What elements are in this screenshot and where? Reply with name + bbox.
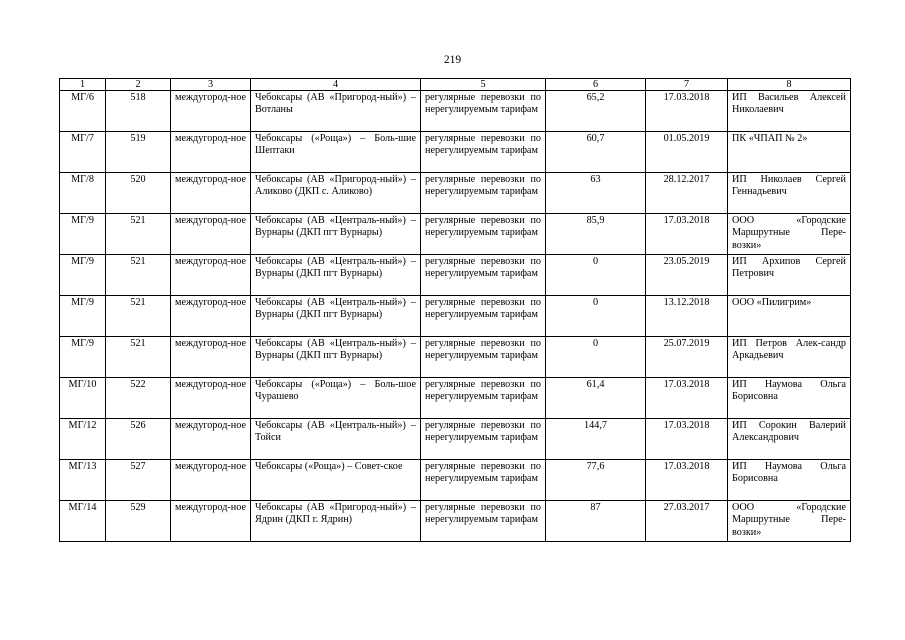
route-code-cell: МГ/9 bbox=[60, 255, 106, 296]
carrier-cell: ИП Архипов Сергей Петрович bbox=[728, 255, 851, 296]
route-number-cell: 521 bbox=[106, 255, 171, 296]
route-type-cell: междугород-ное bbox=[171, 91, 251, 132]
route-type-cell: междугород-ное bbox=[171, 296, 251, 337]
route-number-cell: 520 bbox=[106, 173, 171, 214]
route-type-cell: междугород-ное bbox=[171, 132, 251, 173]
route-path-cell: Чебоксары («Роща») – Совет-ское bbox=[251, 460, 421, 501]
transport-mode-cell: регулярные перевозки по нерегулируемым тарифам bbox=[421, 419, 546, 460]
page-number: 219 bbox=[443, 54, 462, 66]
route-path-cell: Чебоксары (АВ «Централь-ный») – Вурнары (ДКП пгт Вурнары) bbox=[251, 214, 421, 255]
column-header: 4 bbox=[251, 79, 421, 91]
transport-mode-cell: регулярные перевозки по нерегулируемым тарифам bbox=[421, 501, 546, 542]
route-length-cell: 85,9 bbox=[546, 214, 646, 255]
carrier-cell: ООО «Пилигрим» bbox=[728, 296, 851, 337]
route-length-cell: 0 bbox=[546, 337, 646, 378]
route-code-cell: МГ/13 bbox=[60, 460, 106, 501]
route-length-cell: 0 bbox=[546, 255, 646, 296]
carrier-cell: ООО «Городские Маршрутные Пере-возки» bbox=[728, 501, 851, 542]
table-row bbox=[60, 132, 851, 173]
table-row bbox=[60, 460, 851, 501]
route-path-cell: Чебоксары (АВ «Централь-ный») – Тойси bbox=[251, 419, 421, 460]
route-type-cell: междугород-ное bbox=[171, 378, 251, 419]
transport-mode-cell: регулярные перевозки по нерегулируемым тарифам bbox=[421, 91, 546, 132]
date-cell: 28.12.2017 bbox=[646, 173, 728, 214]
route-length-cell: 65,2 bbox=[546, 91, 646, 132]
route-code-cell: МГ/9 bbox=[60, 337, 106, 378]
route-type-cell: междугород-ное bbox=[171, 337, 251, 378]
route-number-cell: 519 bbox=[106, 132, 171, 173]
carrier-cell: ИП Николаев Сергей Геннадьевич bbox=[728, 173, 851, 214]
route-length-cell: 77,6 bbox=[546, 460, 646, 501]
route-number-cell: 526 bbox=[106, 419, 171, 460]
route-path-cell: Чебоксары (АВ «Централь-ный») – Вурнары (ДКП пгт Вурнары) bbox=[251, 296, 421, 337]
carrier-cell: ООО «Городские Маршрутные Пере-возки» bbox=[728, 214, 851, 255]
table-row bbox=[60, 296, 851, 337]
route-number-cell: 521 bbox=[106, 337, 171, 378]
date-cell: 23.05.2019 bbox=[646, 255, 728, 296]
table-row bbox=[60, 91, 851, 132]
transport-mode-cell: регулярные перевозки по нерегулируемым тарифам bbox=[421, 255, 546, 296]
date-cell: 17.03.2018 bbox=[646, 214, 728, 255]
route-length-cell: 61,4 bbox=[546, 378, 646, 419]
transport-mode-cell: регулярные перевозки по нерегулируемым тарифам bbox=[421, 378, 546, 419]
transport-mode-cell: регулярные перевозки по нерегулируемым тарифам bbox=[421, 337, 546, 378]
route-type-cell: междугород-ное bbox=[171, 214, 251, 255]
route-type-cell: междугород-ное bbox=[171, 419, 251, 460]
route-type-cell: междугород-ное bbox=[171, 501, 251, 542]
route-code-cell: МГ/8 bbox=[60, 173, 106, 214]
route-type-cell: междугород-ное bbox=[171, 255, 251, 296]
route-code-cell: МГ/9 bbox=[60, 214, 106, 255]
date-cell: 17.03.2018 bbox=[646, 419, 728, 460]
table-row bbox=[60, 337, 851, 378]
column-header: 3 bbox=[171, 79, 251, 91]
transport-mode-cell: регулярные перевозки по нерегулируемым тарифам bbox=[421, 214, 546, 255]
route-path-cell: Чебоксары (АВ «Пригород-ный») – Вотланы bbox=[251, 91, 421, 132]
date-cell: 25.07.2019 bbox=[646, 337, 728, 378]
date-cell: 17.03.2018 bbox=[646, 91, 728, 132]
table-body bbox=[60, 91, 851, 542]
transport-mode-cell: регулярные перевозки по нерегулируемым тарифам bbox=[421, 173, 546, 214]
route-path-cell: Чебоксары («Роща») – Боль-шое Чурашево bbox=[251, 378, 421, 419]
transport-mode-cell: регулярные перевозки по нерегулируемым тарифам bbox=[421, 460, 546, 501]
route-code-cell: МГ/12 bbox=[60, 419, 106, 460]
route-code-cell: МГ/7 bbox=[60, 132, 106, 173]
route-number-cell: 527 bbox=[106, 460, 171, 501]
route-path-cell: Чебоксары («Роща») – Боль-шие Шептаки bbox=[251, 132, 421, 173]
carrier-cell: ИП Наумова Ольга Борисовна bbox=[728, 378, 851, 419]
column-header: 6 bbox=[546, 79, 646, 91]
carrier-cell: ИП Васильев Алексей Николаевич bbox=[728, 91, 851, 132]
date-cell: 13.12.2018 bbox=[646, 296, 728, 337]
route-code-cell: МГ/14 bbox=[60, 501, 106, 542]
routes-table bbox=[59, 78, 851, 542]
route-length-cell: 144,7 bbox=[546, 419, 646, 460]
table-row bbox=[60, 214, 851, 255]
route-code-cell: МГ/9 bbox=[60, 296, 106, 337]
column-header: 8 bbox=[728, 79, 851, 91]
route-path-cell: Чебоксары (АВ «Централь-ный») – Вурнары (ДКП пгт Вурнары) bbox=[251, 255, 421, 296]
route-number-cell: 522 bbox=[106, 378, 171, 419]
route-length-cell: 60,7 bbox=[546, 132, 646, 173]
table-header-row bbox=[60, 79, 851, 91]
table-row bbox=[60, 378, 851, 419]
table-row bbox=[60, 173, 851, 214]
route-length-cell: 63 bbox=[546, 173, 646, 214]
date-cell: 27.03.2017 bbox=[646, 501, 728, 542]
route-length-cell: 87 bbox=[546, 501, 646, 542]
route-number-cell: 521 bbox=[106, 214, 171, 255]
date-cell: 01.05.2019 bbox=[646, 132, 728, 173]
route-type-cell: междугород-ное bbox=[171, 173, 251, 214]
table-row bbox=[60, 419, 851, 460]
route-code-cell: МГ/6 bbox=[60, 91, 106, 132]
route-path-cell: Чебоксары (АВ «Пригород-ный») – Ядрин (ДКП г. Ядрин) bbox=[251, 501, 421, 542]
route-length-cell: 0 bbox=[546, 296, 646, 337]
column-header: 5 bbox=[421, 79, 546, 91]
column-header: 2 bbox=[106, 79, 171, 91]
column-header: 1 bbox=[60, 79, 106, 91]
carrier-cell: ИП Наумова Ольга Борисовна bbox=[728, 460, 851, 501]
route-path-cell: Чебоксары (АВ «Пригород-ный») – Аликово (ДКП с. Аликово) bbox=[251, 173, 421, 214]
column-header: 7 bbox=[646, 79, 728, 91]
table-row bbox=[60, 501, 851, 542]
route-path-cell: Чебоксары (АВ «Централь-ный») – Вурнары (ДКП пгт Вурнары) bbox=[251, 337, 421, 378]
route-number-cell: 521 bbox=[106, 296, 171, 337]
route-number-cell: 529 bbox=[106, 501, 171, 542]
route-code-cell: МГ/10 bbox=[60, 378, 106, 419]
route-number-cell: 518 bbox=[106, 91, 171, 132]
transport-mode-cell: регулярные перевозки по нерегулируемым тарифам bbox=[421, 132, 546, 173]
date-cell: 17.03.2018 bbox=[646, 460, 728, 501]
table-row bbox=[60, 255, 851, 296]
date-cell: 17.03.2018 bbox=[646, 378, 728, 419]
carrier-cell: ПК «ЧПАП № 2» bbox=[728, 132, 851, 173]
route-type-cell: междугород-ное bbox=[171, 460, 251, 501]
transport-mode-cell: регулярные перевозки по нерегулируемым тарифам bbox=[421, 296, 546, 337]
carrier-cell: ИП Петров Алек-сандр Аркадьевич bbox=[728, 337, 851, 378]
carrier-cell: ИП Сорокин Валерий Александрович bbox=[728, 419, 851, 460]
